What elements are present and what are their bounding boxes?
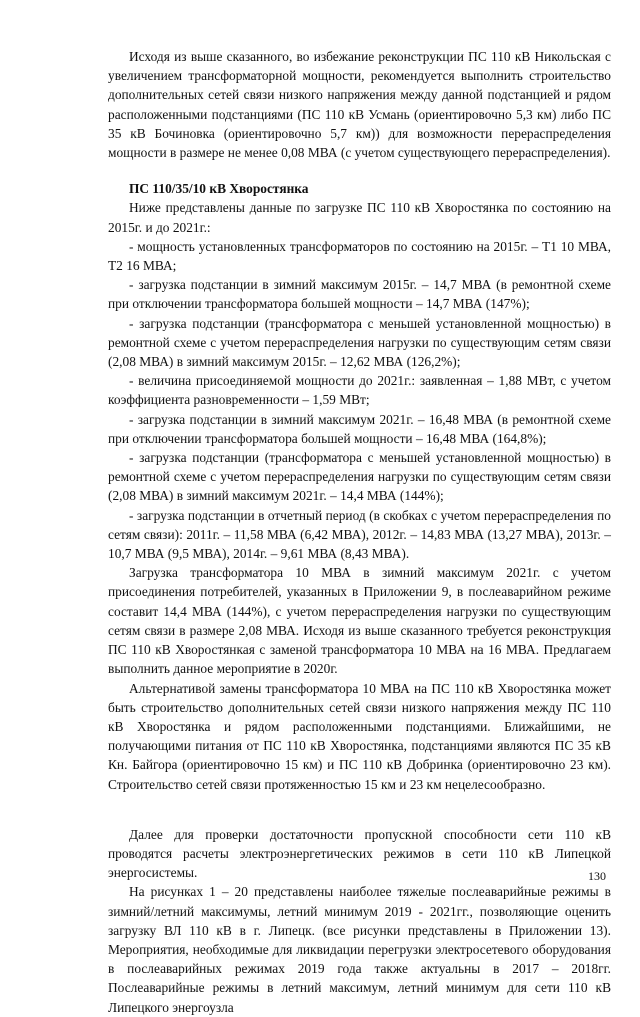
list-item-load-winter-2021: - загрузка подстанции в зимний максимум 2021г. – 16,48 МВА (в ремонтной схеме при отключении трансформатора большей мощности – 16,48 МВА (164,8%); [108,411,611,446]
list-item-transformer-capacity: - мощность установленных трансформаторов по состоянию на 2015г. – Т1 10 МВА, Т2 16 МВА; [108,238,611,274]
paragraph-alternative: Альтернативой замены трансформатора 10 МВА на ПС 110 кВ Хворостянка может быть строительство дополнительных сетей связи низкого напряжения между ПС 110 кВ Хворостянка и рядом расположенными подстанциями. Ближайшими, не получающими питания от ПС 110 кВ Хворостянка, подстанциями являются ПС 35 кВ Кн. Байгора (ориентировочно 15 км) и ПС 110 кВ Добринка (ориентировочно 23 км). Строительство сетей связи протяженностью 15 км и 23 км нецелесообразно. [108,680,611,792]
paragraph-conclusion-nikolskaya: Исходя из выше сказанного, во избежание реконструкции ПС 110 кВ Никольская с увеличением трансформаторной мощности, рекомендуется выполнить строительство дополнительных сетей связи низкого напряжения между данной подстанцией и рядом расположенными подстанциями (ПС 110 кВ Усмань (ориентировочно 5,3 км) либо ПС 35 кВ Бочиновка (ориентировочно 5,7 км)) для возможности перераспределения мощности в размере не менее 0,08 МВА (с учетом существующего перераспределения). [108,49,611,161]
list-item-load-winter-2015: - загрузка подстанции в зимний максимум 2015г. – 14,7 МВА (в ремонтной схеме при отключении трансформатора большей мощности – 14,7 МВА (147%); [108,277,611,312]
section-heading: ПС 110/35/10 кВ Хворостянка [129,181,309,197]
paragraph-figures: На рисунках 1 – 20 представлены наиболее тяжелые послеаварийные режимы в зимний/летний максимумы, летний минимум 2019 - 2021гг., позволяющие оценить загрузку ВЛ 110 кВ в г. Липецк. (все рисунки представлены в Приложении 13). Мероприятия, необходимые для ликвидации перегрузки электросетевого оборудования в послеаварийных режимах 2019 года также актуальны в 2017 – 2018гг. Послеаварийные режимы в летний максимум, летний минимум для сети 110 кВ Липецкого энергоузла [108,884,611,1015]
list-item-load-redistribution-2015: - загрузка подстанции (трансформатора с меньшей установленной мощностью) в ремонтной схеме с учетом перераспределения нагрузки по существующим сетям связи (2,08 МВА) в зимний максимум 2015г. – 12,62 МВА (126,2%); [108,315,611,370]
document-body [108,47,611,1017]
paragraph-transformer-load-conclusion: Загрузка трансформатора 10 МВА в зимний максимум 2021г. с учетом присоединения потребителей, указанных в Приложении 9, в послеаварийном режиме составит 14,4 МВА (144%), с учетом перераспределения нагрузки по существующим сетям связи в размере 2,08 МВА. Исходя из выше сказанного требуется реконструкция ПС 110 кВ Хворостянкая с заменой трансформатора 10 МВА на 16 МВА. Предлагаем выполнить данное мероприятие в 2020г. [108,565,611,677]
list-item-connected-power: - величина присоединяемой мощности до 2021г.: заявленная – 1,88 МВт, с учетом коэффициента разновременности – 1,59 МВт; [108,373,611,408]
page-number: 130 [588,869,606,883]
list-item-load-redistribution-2021: - загрузка подстанции (трансформатора с меньшей установленной мощностью) в ремонтной схеме с учетом перераспределения нагрузки по существующим сетям связи (2,08 МВА) в зимний максимум 2021г. – 14,4 МВА (144%); [108,450,611,504]
paragraph-intro: Ниже представлены данные по загрузке ПС 110 кВ Хворостянка по состоянию на 2015г. и до 2021г.: [108,200,611,235]
list-item-load-reporting-period: - загрузка подстанции в отчетный период (в скобках с учетом перераспределения по сетям связи): 2011г. – 11,58 МВА (6,42 МВА), 2012г. – 14,83 МВА (13,27 МВА), 2013г. – 10,7 МВА (9,5 МВА), 2014г. – 9,61 МВА (8,43 МВА). [108,507,611,562]
paragraph-network-calculations: Далее для проверки достаточности пропускной способности сети 110 кВ проводятся расчеты электроэнергетических режимов в сети 110 кВ Липецкой энергосистемы. [108,826,611,881]
